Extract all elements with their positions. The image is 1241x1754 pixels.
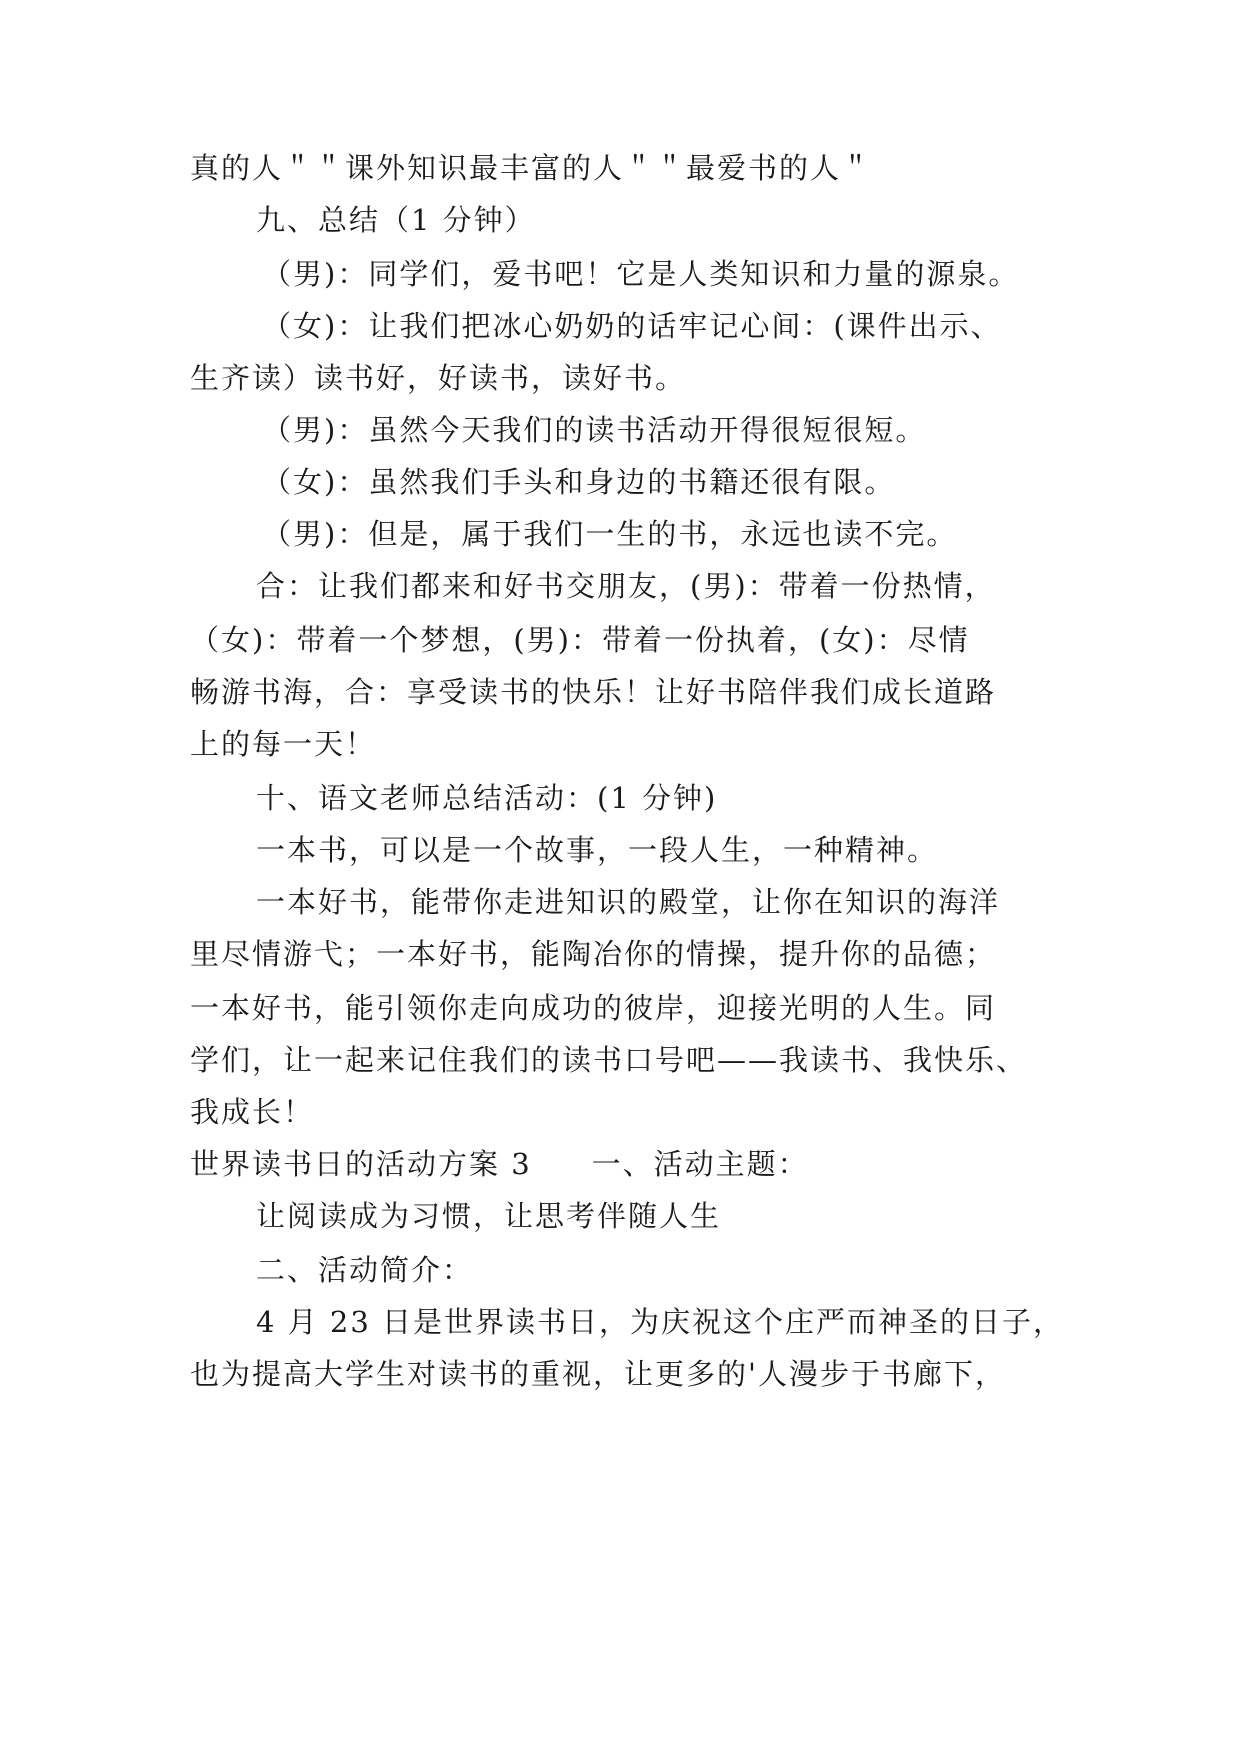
section-heading-theme: 一、活动主题： — [591, 1147, 809, 1181]
text-line: （男)：但是，属于我们一生的书，永远也读不完。 — [262, 517, 958, 551]
text-line: 合：让我们都来和好书交朋友，(男)：带着一份热情， — [256, 569, 996, 603]
text-line: （男)：同学们，爱书吧！它是人类知识和力量的源泉。 — [262, 257, 1020, 291]
section-heading-teacher-summary: 十、语文老师总结活动：(1 分钟) — [256, 781, 718, 815]
text-line: 一本好书，能带你走进知识的殿堂，让你在知识的海洋 — [256, 885, 1001, 919]
text-line: （女)：带着一个梦想，(男)：带着一份执着，(女)：尽情 — [190, 623, 970, 657]
text-line: （女)：虽然我们手头和身边的书籍还很有限。 — [262, 465, 896, 499]
text-line: 生齐读）读书好，好读书，读好书。 — [190, 361, 687, 395]
text-line: （男)：虽然今天我们的读书活动开得很短很短。 — [262, 413, 927, 447]
text-line: 真的人＂＂课外知识最丰富的人＂＂最爱书的人＂ — [190, 151, 873, 185]
text-line: 一本书，可以是一个故事，一段人生，一种精神。 — [256, 833, 939, 867]
text-line: 畅游书海，合：享受读书的快乐！让好书陪伴我们成长道路 — [190, 675, 997, 709]
text-line: 学们，让一起来记住我们的读书口号吧——我读书、我快乐、 — [190, 1043, 1028, 1077]
text-line: 我成长！ — [190, 1095, 315, 1129]
text-line: 一本好书，能引领你走向成功的彼岸，迎接光明的人生。同 — [190, 991, 997, 1025]
text-line: 也为提高大学生对读书的重视，让更多的'人漫步于书廊下， — [190, 1357, 1006, 1391]
text-line: （女)：让我们把冰心奶奶的话牢记心间：(课件出示、 — [262, 309, 1002, 343]
section-heading-summary: 九、总结（1 分钟） — [256, 203, 536, 237]
text-line: 4 月 23 日是世界读书日，为庆祝这个庄严而神圣的日子， — [256, 1305, 1065, 1339]
theme-text: 让阅读成为习惯，让思考伴随人生 — [256, 1199, 722, 1233]
plan-title: 世界读书日的活动方案 3 — [190, 1147, 532, 1181]
plan-title-line — [190, 1144, 1090, 1184]
section-heading-intro: 二、活动简介： — [256, 1253, 474, 1287]
text-line: 里尽情游弋；一本好书，能陶冶你的情操，提升你的品德； — [190, 937, 997, 971]
text-line: 上的每一天！ — [190, 727, 377, 761]
